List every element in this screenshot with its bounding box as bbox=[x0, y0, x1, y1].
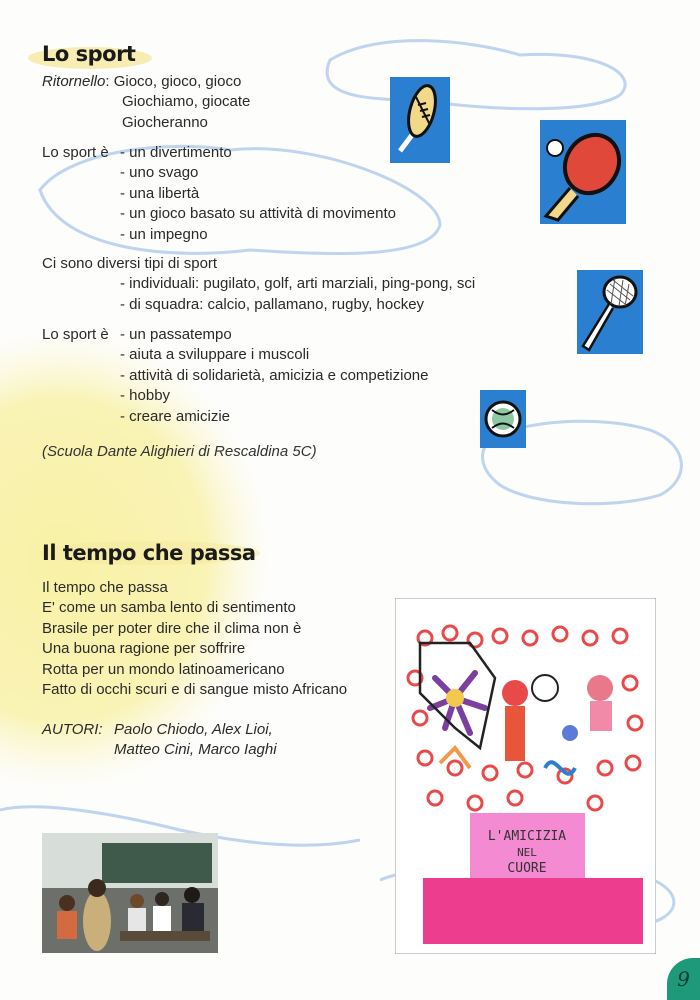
section-title-tempo: Il tempo che passa bbox=[42, 541, 256, 565]
authors-names: Paolo Chiodo, Alex Lioi, bbox=[114, 721, 273, 738]
ping-pong-icon bbox=[540, 120, 626, 224]
sport-type-item: - di squadra: calcio, pallamano, rugby, hockey bbox=[120, 295, 425, 313]
drawing-caption-line: L'AMICIZIA bbox=[487, 829, 567, 844]
sport-types-block bbox=[42, 254, 475, 315]
rugby-ball-icon bbox=[390, 77, 450, 163]
poem-block bbox=[42, 578, 347, 700]
refrain-separator: : bbox=[105, 73, 114, 90]
poem-line: Una buona ragione per soffrire bbox=[42, 640, 246, 658]
definition-item: - un impegno bbox=[120, 225, 208, 243]
drawing-caption-line: NEL bbox=[517, 846, 537, 859]
poem-line: E' come un samba lento di sentimento bbox=[42, 599, 296, 617]
definition-label: Lo sport è bbox=[42, 326, 109, 343]
sport-types-intro: Ci sono diversi tipi di sport bbox=[42, 255, 218, 272]
definition-item: - una libertà bbox=[120, 184, 200, 202]
authors-names: Matteo Cini, Marco Iaghi bbox=[114, 741, 277, 759]
refrain-line: Giochiamo, giocate bbox=[122, 93, 251, 111]
poem-line: Rotta per un mondo latinoamericano bbox=[42, 660, 285, 678]
tennis-racket-icon bbox=[577, 270, 643, 354]
tennis-ball-icon bbox=[480, 390, 526, 448]
definition-label: Lo sport è bbox=[42, 144, 109, 161]
definition-item: - un gioco basato su attività di movimento bbox=[120, 205, 396, 223]
definition-item: - hobby bbox=[120, 387, 171, 405]
school-credit: (Scuola Dante Alighieri di Rescaldina 5C) bbox=[42, 443, 317, 460]
section-title-sport: Lo sport bbox=[42, 42, 136, 66]
sport-type-item: - individuali: pugilato, golf, arti marziali, ping-pong, sci bbox=[120, 275, 476, 293]
definition-item: - attività di solidarietà, amicizia e competizione bbox=[120, 366, 429, 384]
drawing-caption-line: CUORE bbox=[507, 861, 547, 876]
definition-item: - un passatempo bbox=[120, 326, 232, 343]
poem-line: Fatto di occhi scuri e di sangue misto Africano bbox=[42, 681, 348, 699]
classroom-photo bbox=[42, 833, 218, 953]
page-number: 9 bbox=[667, 958, 700, 1000]
authors-label: AUTORI: bbox=[42, 721, 103, 738]
definition-item: - uno svago bbox=[120, 164, 199, 182]
cloud-scribble-1 bbox=[327, 41, 625, 109]
definition-block-2 bbox=[42, 325, 428, 427]
childrens-drawing bbox=[395, 598, 656, 954]
definition-item: - aiuta a sviluppare i muscoli bbox=[120, 346, 310, 364]
authors-block bbox=[42, 720, 277, 761]
refrain-block bbox=[42, 72, 250, 133]
refrain-label: Ritornello bbox=[42, 73, 106, 90]
refrain-line: Giocheranno bbox=[122, 113, 208, 131]
poem-line: Brasile per poter dire che il clima non è bbox=[42, 619, 302, 637]
definition-block-1 bbox=[42, 143, 396, 245]
poem-line: Il tempo che passa bbox=[42, 579, 168, 596]
definition-item: - creare amicizie bbox=[120, 407, 231, 425]
refrain-line: Gioco, gioco, gioco bbox=[113, 73, 242, 90]
definition-item: - un divertimento bbox=[120, 144, 232, 161]
